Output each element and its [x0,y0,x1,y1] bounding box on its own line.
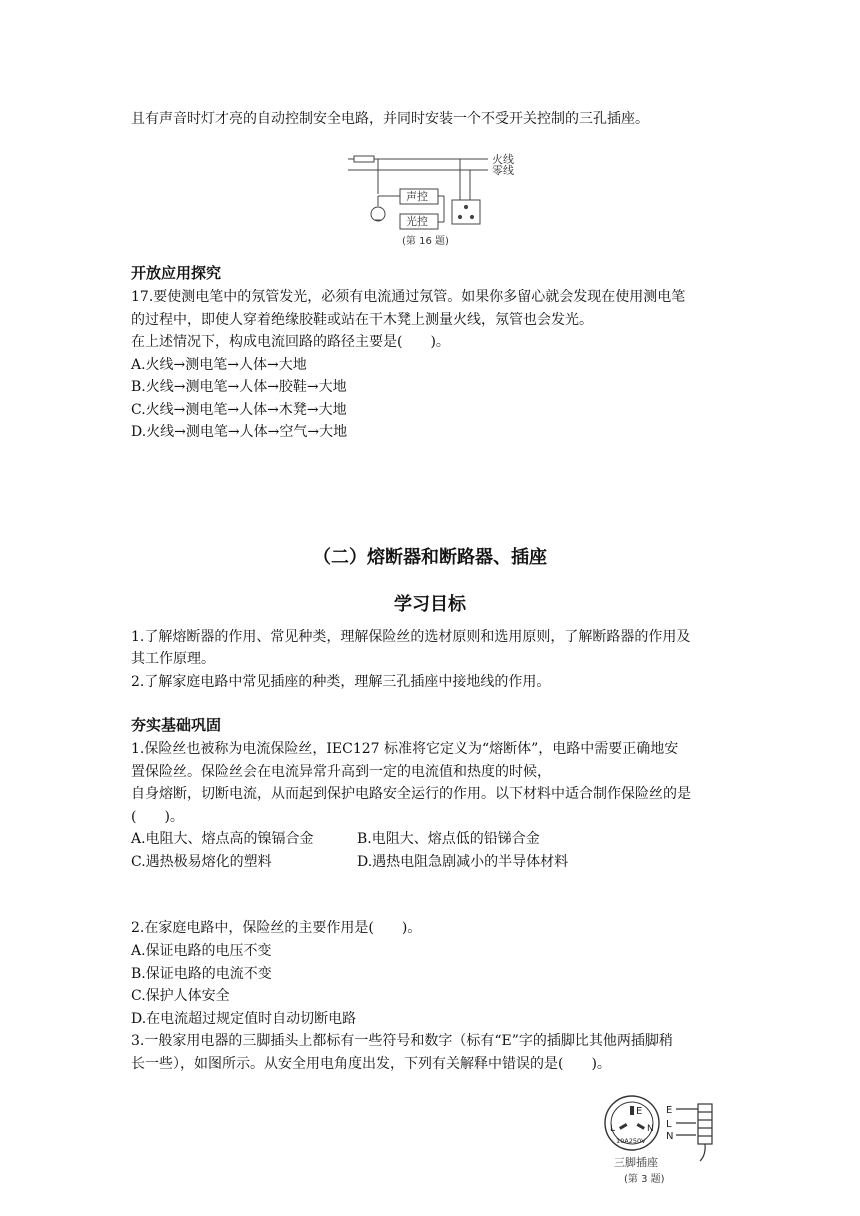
intro-line: 且有声音时灯才亮的自动控制安全电路，并同时安装一个不受开关控制的三孔插座。 [131,111,649,127]
socket-e-marker: E [636,1106,643,1117]
q17-option-d: D.火线→测电笔→人体→空气→大地 [131,424,348,440]
q3-stem-1: 3.一般家用电器的三脚插头上都标有一些符号和数字（标有“E”字的插脚比其他两插脚稍 [131,1033,673,1049]
goals-title: 学习目标 [394,594,466,615]
q2-option-d: D.在电流超过规定值时自动切断电路 [131,1011,357,1027]
q17-stem-2: 的过程中，即使人穿着绝缘胶鞋或站在干木凳上测量火线，氖管也会发光。 [131,312,593,328]
q1-option-b: B.电阻大、熔点低的铅锑合金 [357,831,540,847]
socket-n-marker: N [647,1124,654,1134]
figure-16-caption: (第 16 题) [402,236,449,247]
goal-line-3: 2.了解家庭电路中常见插座的种类，理解三孔插座中接地线的作用。 [131,674,551,690]
q17-stem-3: 在上述情况下，构成电流回路的路径主要是( )。 [131,334,450,350]
q1-option-a: A.电阻大、熔点高的镍镉合金 [131,831,314,847]
q17-stem-1: 17.要使测电笔中的氖管发光，必须有电流通过氖管。如果你多留心就会发现在使用测电笔 [131,289,686,305]
socket-label: 三脚插座 [614,1156,658,1169]
q2-stem: 2.在家庭电路中，保险丝的主要作用是( )。 [131,920,422,936]
open-heading: 开放应用探究 [131,264,222,282]
q3-stem-2: 长一些），如图所示。从安全用电角度出发，下列有关解释中错误的是( )。 [131,1056,611,1072]
circuit-diagram-figure [340,148,530,252]
section-title: （二）熔断器和断路器、插座 [313,547,547,568]
socket-l-marker: L [610,1124,616,1134]
figure-3-caption: (第 3 题) [624,1174,665,1185]
q1-line-2: 置保险丝。保险丝会在电流异常升高到一定的电流值和热度的时候， [131,764,551,780]
q1-line-3: 自身熔断，切断电流，从而起到保护电路安全运行的作用。以下材料中适合制作保险丝的是 [131,786,691,802]
plug-n-pin-label: N [666,1131,674,1142]
q1-option-c: C.遇热极易熔化的塑料 [131,854,272,870]
q1-line-1: 1.保险丝也被称为电流保险丝，IEC127 标准将它定义为“熔断体”，电路中需要正确地安 [131,741,679,757]
plug-l-pin-label: L [666,1119,672,1130]
neutral-wire-label: 零线 [492,164,514,177]
basic-heading: 夯实基础巩固 [131,716,222,734]
light-switch-label: 光控 [406,215,428,228]
q17-option-a: A.火线→测电笔→人体→大地 [131,357,307,373]
q1-option-d: D.遇热电阻急剧减小的半导体材料 [357,854,569,870]
q2-option-a: A.保证电路的电压不变 [131,943,272,959]
goal-line-2: 其工作原理。 [131,651,215,667]
q1-line-4: ( )。 [131,809,184,825]
q17-option-b: B.火线→测电笔→人体→胶鞋→大地 [131,379,347,395]
live-wire-label: 火线 [492,153,514,166]
goal-line-1: 1.了解熔断器的作用、常见种类，理解保险丝的选材原则和选用原则，了解断路器的作用及 [131,629,691,645]
plug-e-pin-label: E [666,1105,673,1116]
q2-option-b: B.保证电路的电流不变 [131,966,272,982]
socket-rating: 10A250V [616,1137,646,1145]
sound-switch-label: 声控 [406,190,428,203]
q2-option-c: C.保护人体安全 [131,988,230,1004]
q17-option-c: C.火线→测电笔→人体→木凳→大地 [131,402,347,418]
three-pin-socket-figure [600,1093,724,1188]
